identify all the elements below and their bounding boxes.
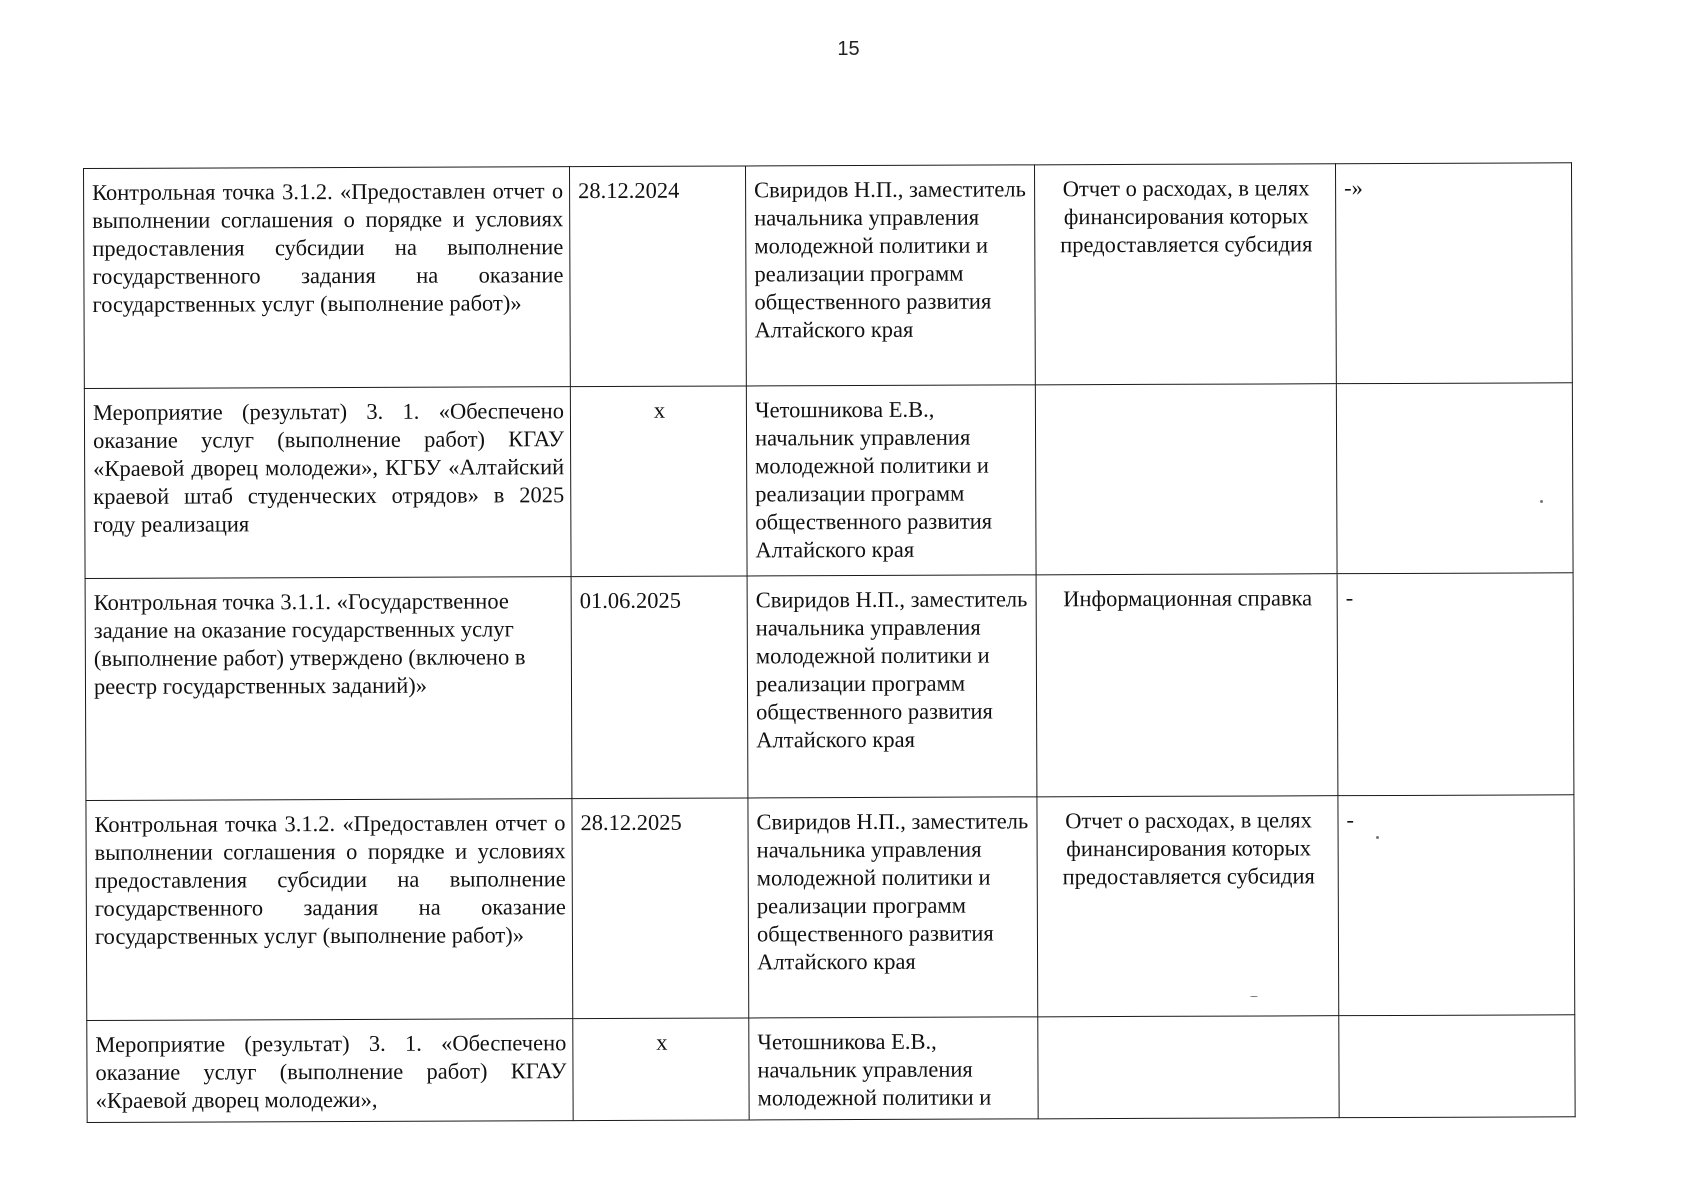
description-cell: Контрольная точка 3.1.2. «Предоставлен отчет о выполнении соглашения о порядке и условиях предоставления субсидии на выполнение государственного задания на оказание государственных услуг (выполнение работ)» [84, 167, 571, 389]
description-cell: Мероприятие (результат) 3. 1. «Обеспечено оказание услуг (выполнение работ) КГАУ «Краевой дворец молодежи», КГБУ «Алтайский краевой штаб студенческих отрядов» в 2025 году реализация [84, 387, 571, 579]
table-row [86, 795, 1575, 1021]
responsible-cell: Свиридов Н.П., заместитель начальника управления молодежной политики и реализации программ общественного развития Алтайского края [745, 165, 1035, 386]
date-cell: 28.12.2025 [572, 798, 749, 1019]
date-cell: x [573, 1018, 749, 1121]
note-cell: - [1338, 795, 1575, 1016]
responsible-cell: Четошникова Е.В., начальник управления молодежной политики и [749, 1017, 1038, 1120]
document-cell: Отчет о расходах, в целях финансирования которых предоставляется субсидия [1034, 164, 1336, 385]
note-cell [1336, 383, 1573, 574]
plan-table [83, 162, 1576, 1123]
responsible-cell: Четошникова Е.В., начальник управления молодежной политики и реализации программ общественного развития Алтайского края [746, 385, 1036, 576]
scan-speck [1376, 836, 1379, 839]
responsible-cell: Свиридов Н.П., заместитель начальника управления молодежной политики и реализации программ общественного развития Алтайского края [748, 797, 1038, 1018]
date-cell: 01.06.2025 [571, 576, 748, 799]
document-cell: Информационная справка [1036, 574, 1338, 797]
document-cell [1035, 384, 1337, 575]
description-cell: Мероприятие (результат) 3. 1. «Обеспечено оказание услуг (выполнение работ) КГАУ «Краевой дворец молодежи», [87, 1019, 573, 1123]
date-cell: 28.12.2024 [569, 166, 746, 387]
note-cell: -» [1335, 163, 1572, 384]
description-cell: Контрольная точка 3.1.2. «Предоставлен отчет о выполнении соглашения о порядке и условиях предоставления субсидии на выполнение государственного задания на оказание государственных услуг (выполнение работ)» [86, 799, 573, 1021]
page-number: 15 [837, 38, 860, 60]
table-row [84, 163, 1573, 389]
note-cell [1339, 1015, 1575, 1118]
note-cell: - [1337, 573, 1574, 796]
scan-speck [1540, 500, 1543, 503]
document-cell: Отчет о расходах, в целях финансирования которых предоставляется субсидия [1037, 796, 1339, 1017]
table-row [84, 383, 1573, 579]
table-row [87, 1015, 1575, 1123]
table-row [85, 573, 1574, 801]
scan-speck [1250, 996, 1258, 997]
responsible-cell: Свиридов Н.П., заместитель начальника управления молодежной политики и реализации программ общественного развития Алтайского края [747, 575, 1037, 798]
description-cell: Контрольная точка 3.1.1. «Государственное задание на оказание государственных услуг (выполнение работ) утверждено (включено в реестр государственных заданий)» [85, 577, 572, 801]
document-cell [1038, 1016, 1339, 1119]
date-cell: x [570, 386, 747, 577]
